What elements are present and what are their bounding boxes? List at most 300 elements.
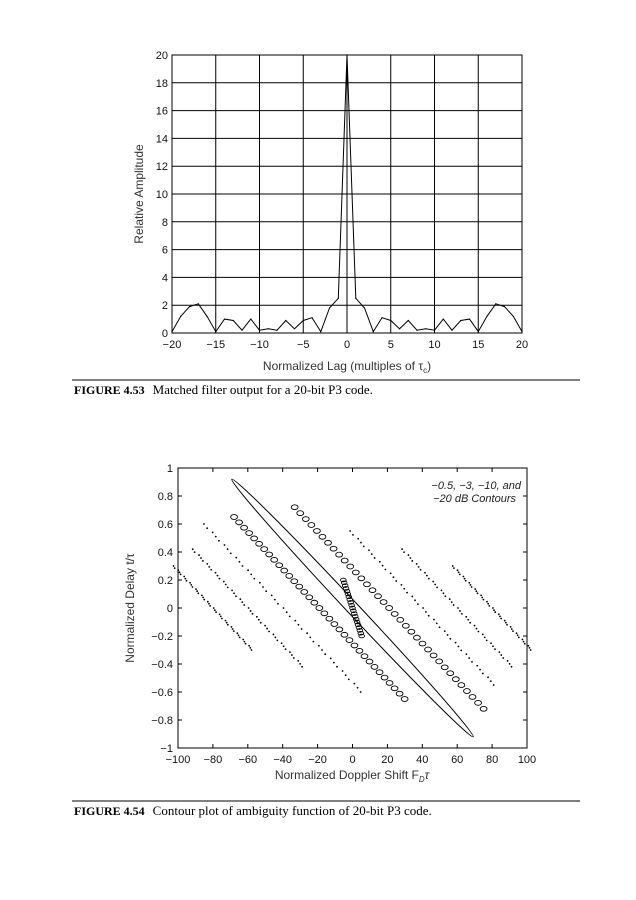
contour-dot: [527, 645, 529, 647]
contour-dot: [360, 691, 362, 693]
contour-dot: [524, 643, 526, 645]
contour-ring: [458, 683, 465, 688]
x-tick-label: −40: [273, 754, 293, 766]
contour-dot: [522, 639, 524, 641]
contour-dot: [202, 560, 204, 562]
contour-dot: [200, 557, 202, 559]
y-tick-label: 18: [155, 77, 168, 90]
data-point: [189, 306, 190, 307]
contour-dot: [252, 613, 254, 615]
contour-dot: [281, 642, 283, 644]
contour-dot: [253, 578, 255, 580]
contour-dot: [465, 580, 467, 582]
contour-dot: [233, 592, 235, 594]
contour-dot: [227, 587, 229, 589]
contour-ring: [266, 552, 273, 557]
contour-ring: [330, 546, 337, 551]
contour-dot: [268, 631, 270, 633]
data-point: [408, 320, 409, 321]
y-tick-label: −0.4: [151, 659, 173, 671]
contour-ring: [452, 677, 459, 682]
contour-dot: [241, 601, 243, 603]
data-point: [224, 319, 225, 320]
contour-dot: [453, 567, 455, 569]
contour-dot: [418, 566, 420, 568]
contour-dot: [464, 578, 466, 580]
y-tick-label: −0.8: [151, 715, 173, 727]
contour-dot: [242, 565, 244, 567]
y-tick-label: 0.4: [157, 547, 173, 559]
contour-dot: [225, 584, 227, 586]
contour-ring: [402, 623, 409, 628]
contour-dot: [371, 553, 373, 555]
y-tick-label: −0.2: [151, 631, 173, 643]
contour-dot: [217, 575, 219, 577]
contour-dot: [395, 580, 397, 582]
contour-marks: [173, 475, 532, 741]
contour-dot: [424, 572, 426, 574]
contour-dot: [227, 624, 229, 626]
contour-dot: [264, 625, 266, 627]
contour-ring: [361, 654, 368, 659]
contour-dot: [243, 604, 245, 606]
x-tick-label: −20: [308, 754, 327, 766]
contour-dot: [218, 540, 220, 542]
contour-dot: [500, 654, 502, 656]
contour-dot: [439, 626, 441, 628]
contour-dot: [215, 572, 217, 574]
contour-dot: [231, 626, 233, 628]
contour-dot: [460, 649, 462, 651]
contour-dot: [467, 619, 469, 621]
data-point: [373, 331, 374, 332]
contour-dot: [232, 628, 234, 630]
contour-dot: [207, 601, 209, 603]
contour-ring: [261, 547, 268, 552]
contour-dot: [184, 578, 186, 580]
contour-ring: [358, 576, 365, 581]
contour-dot: [360, 542, 362, 544]
contour-dot: [451, 601, 453, 603]
contour-ring: [251, 536, 258, 541]
contour-ring: [464, 689, 471, 694]
contour-dot: [447, 634, 449, 636]
contour-dot: [260, 622, 262, 624]
contour-dot: [498, 613, 500, 615]
contour-dot: [494, 648, 496, 650]
data-point: [399, 328, 400, 329]
contour-ring: [302, 517, 309, 522]
data-point: [171, 331, 172, 332]
contour-ring: [296, 584, 303, 589]
contour-dot: [245, 643, 247, 645]
x-tick-label: −5: [296, 339, 310, 351]
contour-dot: [265, 590, 267, 592]
data-point: [259, 330, 260, 331]
data-point: [390, 320, 391, 321]
contour-dot: [212, 532, 214, 534]
contour-dot: [406, 592, 408, 594]
contour-ring: [336, 627, 343, 632]
x-tick-label: 5: [387, 339, 394, 351]
contour-dot: [363, 546, 365, 548]
data-point: [513, 316, 514, 317]
contour-ring: [441, 665, 448, 670]
contour-dot: [479, 669, 481, 671]
contour-dot: [393, 576, 395, 578]
contour-dot: [474, 588, 476, 590]
y-tick-labels: [151, 463, 173, 755]
contour-dot: [357, 687, 359, 689]
contour-ring: [401, 697, 408, 702]
contour-dot: [422, 607, 424, 609]
contour-dot: [183, 576, 185, 578]
x-tick-label: 40: [416, 754, 429, 766]
contour-ring: [271, 557, 278, 562]
data-point: [311, 317, 312, 318]
contour-dot: [210, 569, 212, 571]
contour-dot: [248, 607, 250, 609]
contour-dot: [192, 548, 194, 550]
y-tick-labels: [156, 50, 168, 340]
contour-ring: [346, 638, 353, 643]
y-tick-label: 0.8: [157, 491, 173, 503]
contour-ring: [352, 570, 359, 575]
contour-dot: [258, 619, 260, 621]
contour-dot: [190, 584, 192, 586]
contour-dot: [374, 557, 376, 559]
contour-dot: [206, 563, 208, 565]
contour-dot: [436, 587, 438, 589]
contour-dot: [411, 560, 413, 562]
contour-dot: [202, 597, 204, 599]
contour-dot: [457, 569, 459, 571]
contour-dot: [195, 588, 197, 590]
x-tick-label: −20: [162, 339, 182, 351]
contour-ring: [286, 573, 293, 578]
data-point: [355, 298, 356, 299]
contour-dot: [512, 630, 514, 632]
contour-dot: [379, 561, 381, 563]
contour-dot: [468, 582, 470, 584]
contour-dot: [441, 589, 443, 591]
figure-caption: FIGURE 4.53 Matched filter output for a 20-bit P3 code.: [74, 382, 373, 397]
x-tick-label: 0: [343, 339, 351, 351]
data-point: [250, 319, 251, 320]
contour-dot: [510, 626, 512, 628]
contour-dot: [517, 634, 519, 636]
data-point: [329, 307, 330, 308]
x-axis-label: Normalized Lag (multiples of $\tau_c$): [262, 359, 432, 375]
contour-dot: [475, 590, 477, 592]
contour-dot: [233, 630, 235, 632]
contour-dot: [506, 624, 508, 626]
contour-dot: [428, 615, 430, 617]
contour-dot: [436, 623, 438, 625]
contour-dot: [291, 654, 293, 656]
contour-dot: [488, 605, 490, 607]
data-point: [215, 331, 216, 332]
contour-dot: [487, 603, 489, 605]
contour-dot: [414, 599, 416, 601]
contour-dot: [203, 523, 205, 525]
contour-ring: [386, 606, 393, 611]
y-tick-label: 2: [161, 300, 168, 313]
contour-dot: [529, 647, 531, 649]
data-point: [460, 320, 461, 321]
contour-dot: [238, 634, 240, 636]
contour-dot: [208, 566, 210, 568]
contour-ring: [231, 515, 238, 520]
contour-dot: [457, 607, 459, 609]
data-point: [320, 331, 321, 332]
contour-dot: [283, 607, 285, 609]
grid-lines: [172, 55, 522, 333]
contour-ring: [316, 606, 323, 611]
contour-dot: [504, 620, 506, 622]
contour-dot: [470, 584, 472, 586]
x-tick-label: 80: [485, 754, 499, 766]
contour-ring: [480, 706, 487, 711]
contour-annotation-line-1: −0.5, −3, −10, and: [431, 480, 521, 492]
y-tick-label: 1: [166, 463, 173, 475]
contour-dot: [505, 622, 507, 624]
contour-dot: [197, 592, 199, 594]
contour-dot: [274, 637, 276, 639]
contour-dot: [318, 645, 320, 647]
contour-dot: [225, 620, 227, 622]
contour-ring: [356, 648, 363, 653]
contour-ring: [347, 564, 354, 569]
data-point: [486, 316, 487, 317]
contour-dot: [227, 548, 229, 550]
contour-dot: [465, 616, 467, 618]
contour-ring: [376, 670, 383, 675]
contour-dot: [230, 553, 232, 555]
contour-dot: [324, 653, 326, 655]
contour-dot: [250, 610, 252, 612]
contour-dot: [271, 595, 273, 597]
contour-ring: [371, 664, 378, 669]
y-tick-label: 14: [155, 133, 168, 146]
contour-dot: [420, 569, 422, 571]
contour-dot: [239, 561, 241, 563]
contour-ring: [308, 523, 315, 528]
contour-dot: [226, 622, 228, 624]
contour-dot: [201, 595, 203, 597]
contour-dot: [511, 628, 513, 630]
data-point: [346, 54, 347, 55]
contour-dot: [499, 616, 501, 618]
contour-dot: [219, 578, 221, 580]
contour-dot: [298, 624, 300, 626]
contour-dot: [342, 670, 344, 672]
contour-dot: [498, 651, 500, 653]
contour-dot: [266, 628, 268, 630]
contour-dot: [208, 603, 210, 605]
contour-ring: [475, 700, 482, 705]
contour-dot: [209, 605, 211, 607]
contour-dot: [276, 639, 278, 641]
contour-dot: [223, 581, 225, 583]
x-tick-label: −80: [203, 754, 223, 766]
contour-ring: [414, 635, 421, 640]
contour-dot: [283, 645, 285, 647]
contour-dot: [333, 662, 335, 664]
contour-ring: [366, 659, 373, 664]
contour-ring: [311, 600, 318, 605]
contour-dot: [428, 578, 430, 580]
contour-dot: [242, 639, 244, 641]
contour-ring: [364, 582, 371, 587]
data-point: [381, 317, 382, 318]
contour-dot: [443, 592, 445, 594]
contour-dot: [476, 665, 478, 667]
y-tick-label: 10: [155, 189, 168, 201]
contour-dot: [301, 628, 303, 630]
contour-dot: [236, 632, 238, 634]
data-point: [434, 330, 435, 331]
contour-dot: [434, 584, 436, 586]
contour-dot: [239, 598, 241, 600]
contour-dot: [511, 666, 513, 668]
contour-ring: [375, 594, 382, 599]
contour-main-ellipse: [227, 475, 477, 741]
contour-ring: [396, 691, 403, 696]
data-point: [180, 316, 181, 317]
contour-dot: [251, 649, 253, 651]
contour-dot: [285, 648, 287, 650]
contour-dot: [235, 595, 237, 597]
y-tick-label: 16: [155, 105, 168, 118]
contour-dot: [289, 651, 291, 653]
contour-dot: [248, 645, 250, 647]
contour-dot: [286, 611, 288, 613]
contour-ring: [341, 632, 348, 637]
contour-dot: [220, 616, 222, 618]
contour-dot: [352, 534, 354, 536]
contour-dot: [274, 599, 276, 601]
y-tick-label: 12: [155, 161, 168, 174]
figure-caption: FIGURE 4.54 Contour plot of ambiguity function of 20-bit P3 code.: [74, 803, 432, 818]
contour-dot: [455, 642, 457, 644]
contour-annotation-line-2: −20 dB Contours: [433, 493, 516, 505]
contour-dot: [312, 641, 314, 643]
contour-dot: [490, 680, 492, 682]
x-tick-label: 60: [451, 754, 464, 766]
contour-dot: [174, 567, 176, 569]
contour-dot: [507, 660, 509, 662]
contour-dot: [449, 598, 451, 600]
contour-dot: [235, 557, 237, 559]
data-point: [443, 319, 444, 320]
contour-dot: [432, 581, 434, 583]
contour-dot: [516, 632, 518, 634]
contour-dot: [221, 618, 223, 620]
contour-dot: [523, 641, 525, 643]
y-tick-label: 8: [161, 216, 168, 229]
y-tick-label: 20: [155, 50, 168, 62]
contour-ring: [281, 568, 288, 573]
contour-dot: [206, 527, 208, 529]
contour-dot: [494, 611, 496, 613]
contour-dot: [239, 637, 241, 639]
contour-dot: [483, 599, 485, 601]
contour-dot: [194, 551, 196, 553]
data-point: [478, 331, 479, 332]
contour-dot: [481, 597, 483, 599]
x-tick-labels: [163, 339, 528, 351]
contour-dot: [348, 679, 350, 681]
contour-dot: [403, 588, 405, 590]
contour-dot: [179, 571, 181, 573]
contour-ring: [391, 612, 398, 617]
contour-dot: [243, 641, 245, 643]
contour-dot: [249, 647, 251, 649]
contour-dot: [189, 582, 191, 584]
contour-dot: [215, 611, 217, 613]
contour-dot: [471, 661, 473, 663]
data-point: [198, 303, 199, 304]
contour-dot: [301, 666, 303, 668]
x-tick-label: 20: [381, 754, 394, 766]
x-tick-label: 15: [472, 339, 485, 351]
contour-dot: [224, 544, 226, 546]
contour-dot: [403, 551, 405, 553]
contour-dot: [518, 637, 520, 639]
contour-dot: [173, 565, 175, 567]
x-tick-label: 0: [349, 754, 356, 766]
contour-ring: [325, 540, 332, 545]
y-tick-label: 0.2: [157, 575, 173, 587]
data-point: [285, 320, 286, 321]
x-tick-label: 20: [515, 339, 529, 351]
contour-dot: [196, 590, 198, 592]
contour-dot: [468, 657, 470, 659]
contour-ring: [381, 675, 388, 680]
tick-marks: [178, 468, 527, 748]
contour-dot: [486, 601, 488, 603]
contour-dot: [177, 569, 179, 571]
contour-ring: [386, 681, 393, 686]
contour-dot: [385, 569, 387, 571]
contour-dot: [453, 604, 455, 606]
contour-ring: [321, 611, 328, 616]
contour-dot: [493, 609, 495, 611]
contour-ring: [397, 617, 404, 622]
contour-ring: [447, 671, 454, 676]
contour-dot: [471, 586, 473, 588]
contour-dot: [401, 548, 403, 550]
data-point: [206, 316, 207, 317]
contour-ring: [326, 616, 333, 621]
contour-dot: [484, 637, 486, 639]
y-tick-label: 4: [161, 272, 168, 285]
data-point: [521, 331, 522, 332]
contour-ring: [297, 511, 304, 516]
contour-dot: [444, 595, 446, 597]
x-tick-label: −15: [206, 339, 226, 351]
data-point: [268, 328, 269, 329]
plot-frame: [178, 468, 527, 748]
contour-dot: [294, 620, 296, 622]
contour-dot: [480, 595, 482, 597]
data-point: [416, 330, 417, 331]
contour-dot: [293, 657, 295, 659]
contour-dot: [492, 607, 494, 609]
contour-dot: [382, 565, 384, 567]
contour-dot: [321, 649, 323, 651]
